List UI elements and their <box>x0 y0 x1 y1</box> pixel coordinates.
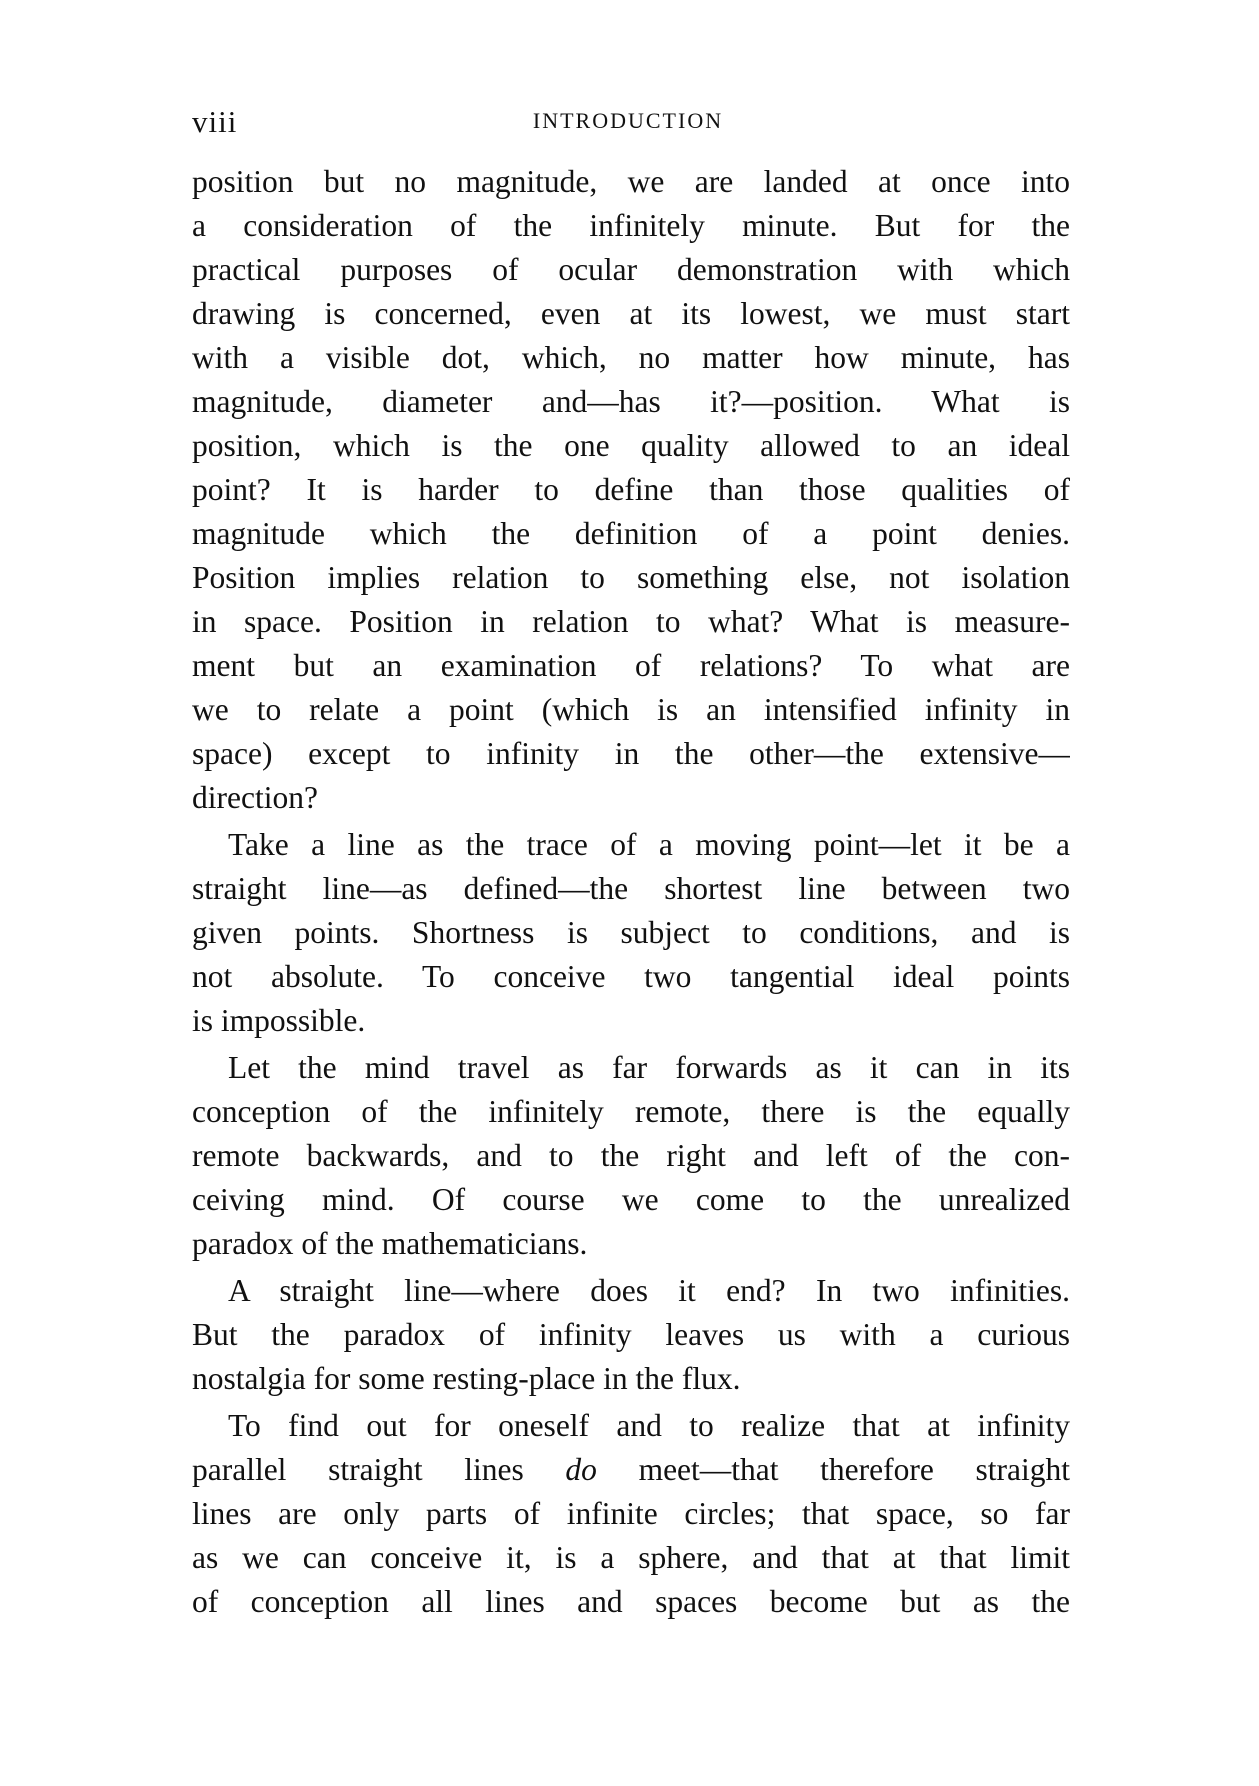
text-line: point? It is harder to define than those qualities of <box>192 472 1070 507</box>
text-line: But the paradox of infinity leaves us with a curious <box>192 1317 1070 1352</box>
text-line: position, which is the one quality allowed to an ideal <box>192 428 1070 463</box>
text-line: as we can conceive it, is a sphere, and that at that limit <box>192 1540 1070 1575</box>
text-line: with a visible dot, which, no matter how minute, has <box>192 340 1070 375</box>
text-line: practical purposes of ocular demonstration with which <box>192 252 1070 287</box>
text-line: in space. Position in relation to what? What is measure- <box>192 604 1070 639</box>
text-line: drawing is concerned, even at its lowest, we must start <box>192 296 1070 331</box>
chapter-title: INTRODUCTION <box>532 108 724 133</box>
text-line: parallel straight lines do meet—that therefore straight <box>192 1452 1070 1487</box>
text-line: straight line—as defined—the shortest line between two <box>192 871 1070 906</box>
text-line: of conception all lines and spaces become but as the <box>192 1584 1070 1619</box>
text-line: ceiving mind. Of course we come to the unrealized <box>192 1182 1070 1217</box>
paragraph <box>192 1269 1070 1401</box>
paragraph <box>192 1404 1070 1624</box>
text-line: remote backwards, and to the right and left of the con- <box>192 1138 1070 1173</box>
text-line: lines are only parts of infinite circles; that space, so far <box>192 1496 1070 1531</box>
text-line: space) except to infinity in the other—the extensive— <box>192 736 1070 771</box>
text-line: ment but an examination of relations? To what are <box>192 648 1070 683</box>
text-line: nostalgia for some resting-place in the flux. <box>192 1361 741 1396</box>
text-line: not absolute. To conceive two tangential ideal points <box>192 959 1070 994</box>
text-line: magnitude which the definition of a point denies. <box>192 516 1070 551</box>
text-line: magnitude, diameter and—has it?—position. What is <box>192 384 1070 419</box>
text-line: position but no magnitude, we are landed at once into <box>192 164 1070 199</box>
paragraph <box>192 1046 1070 1266</box>
text-line: we to relate a point (which is an intensified infinity in <box>192 692 1070 727</box>
text-line: direction? <box>192 780 318 815</box>
text-line: a consideration of the infinitely minute. But for the <box>192 208 1070 243</box>
body-text <box>192 160 1070 1627</box>
page-number: viii <box>192 104 238 139</box>
running-head <box>192 104 1064 144</box>
text-line: is impossible. <box>192 1003 366 1038</box>
text-line: given points. Shortness is subject to conditions, and is <box>192 915 1070 950</box>
text-line: Take a line as the trace of a moving point—let it be a <box>228 827 1070 862</box>
text-line: Let the mind travel as far forwards as it can in its <box>228 1050 1070 1085</box>
paragraph <box>192 160 1070 820</box>
text-line: paradox of the mathematicians. <box>192 1226 588 1261</box>
text-line: To find out for oneself and to realize that at infinity <box>228 1408 1070 1443</box>
paragraph <box>192 823 1070 1043</box>
text-line: A straight line—where does it end? In two infinities. <box>228 1273 1070 1308</box>
text-line: Position implies relation to something else, not isolation <box>192 560 1070 595</box>
emphasis: do <box>565 1452 597 1487</box>
text-line: conception of the infinitely remote, there is the equally <box>192 1094 1070 1129</box>
